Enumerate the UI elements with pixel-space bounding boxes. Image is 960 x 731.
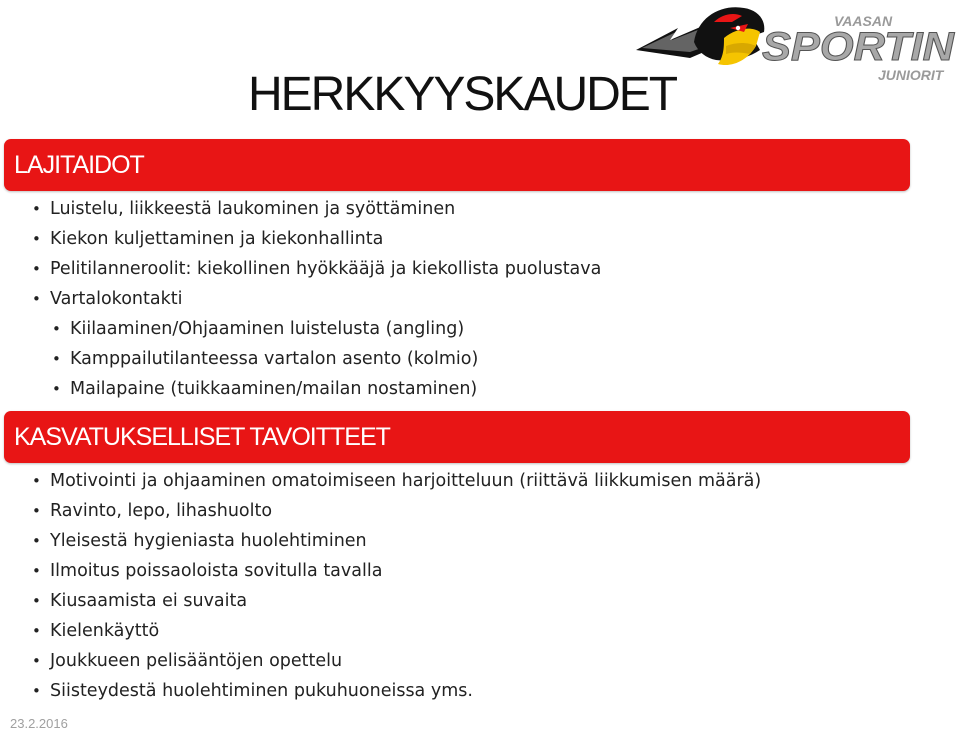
bullet-icon: • xyxy=(32,622,41,640)
list-item-text: Pelitilanneroolit: kiekollinen hyökkääjä ja kiekollista puolustava xyxy=(50,259,602,279)
list-item xyxy=(32,556,761,586)
list-item-text: Ilmoitus poissaoloista sovitulla tavalla xyxy=(50,561,383,581)
list-item-text: Kamppailutilanteessa vartalon asento (kolmio) xyxy=(70,349,479,369)
bullet-icon: • xyxy=(32,200,41,218)
list-item xyxy=(32,254,602,284)
footer-date: 23.2.2016 xyxy=(10,716,68,731)
bullet-icon: • xyxy=(32,230,41,248)
bullet-icon: • xyxy=(32,532,41,550)
list-item-text: Kiusaamista ei suvaita xyxy=(50,591,248,611)
page-title: HERKKYYSKAUDET xyxy=(248,68,677,121)
list-item-text: Motivointi ja ohjaaminen omatoimiseen harjoitteluun (riittävä liikkumisen määrä) xyxy=(50,471,762,491)
bullet-icon: • xyxy=(32,652,41,670)
section-bar-lajitaidot xyxy=(4,139,910,191)
list-subitem xyxy=(52,374,601,404)
bullet-icon: • xyxy=(32,562,41,580)
educational-goals-list xyxy=(32,466,762,706)
list-item xyxy=(32,646,761,676)
list-item xyxy=(32,194,601,224)
eagle-mascot-icon xyxy=(636,7,764,65)
list-item-text: Kiekon kuljettaminen ja kiekonhallinta xyxy=(50,229,384,249)
list-item-text: Vartalokontakti xyxy=(50,289,183,309)
skills-list xyxy=(32,194,602,404)
list-item-text: Siisteydestä huolehtiminen pukuhuoneissa yms. xyxy=(50,681,473,701)
list-item-text: Kiilaaminen/Ohjaaminen luistelusta (angling) xyxy=(70,319,465,339)
bullet-icon: • xyxy=(32,502,41,520)
section-heading: LAJITAIDOT xyxy=(14,151,144,179)
section-bar-kasvatukselliset-tavoitteet xyxy=(4,411,910,463)
bullet-icon: • xyxy=(32,592,41,610)
list-item-text: Mailapaine (tuikkaaminen/mailan nostaminen) xyxy=(70,379,478,399)
list-item xyxy=(32,496,761,526)
logo-text-vaasan: VAASAN xyxy=(834,13,893,29)
bullet-icon: • xyxy=(32,290,41,308)
list-item-text: Yleisestä hygieniasta huolehtiminen xyxy=(50,531,367,551)
list-item-text: Ravinto, lepo, lihashuolto xyxy=(50,501,273,521)
list-item-text: Luistelu, liikkeestä laukominen ja syöttäminen xyxy=(50,199,456,219)
bullet-icon: • xyxy=(52,350,61,368)
logo-text-sportin: SPORTIN xyxy=(762,25,956,69)
bullet-icon: • xyxy=(32,472,41,490)
list-subitem xyxy=(52,344,601,374)
bullet-icon: • xyxy=(52,320,61,338)
list-item xyxy=(32,676,761,706)
section-heading: KASVATUKSELLISET TAVOITTEET xyxy=(14,423,390,451)
list-item xyxy=(32,526,761,556)
list-item-text: Joukkueen pelisääntöjen opettelu xyxy=(50,651,343,671)
list-item xyxy=(32,224,601,254)
bullet-icon: • xyxy=(32,682,41,700)
bullet-icon: • xyxy=(52,380,61,398)
logo-text-juniorit: JUNIORIT xyxy=(878,67,944,83)
bullet-icon: • xyxy=(32,260,41,278)
list-subitem xyxy=(52,314,601,344)
list-item-text: Kielenkäyttö xyxy=(50,621,160,641)
list-item xyxy=(32,616,761,646)
vaasan-sport-juniorit-logo xyxy=(632,2,958,90)
list-item xyxy=(32,284,601,314)
list-item xyxy=(32,466,762,496)
list-item xyxy=(32,586,761,616)
